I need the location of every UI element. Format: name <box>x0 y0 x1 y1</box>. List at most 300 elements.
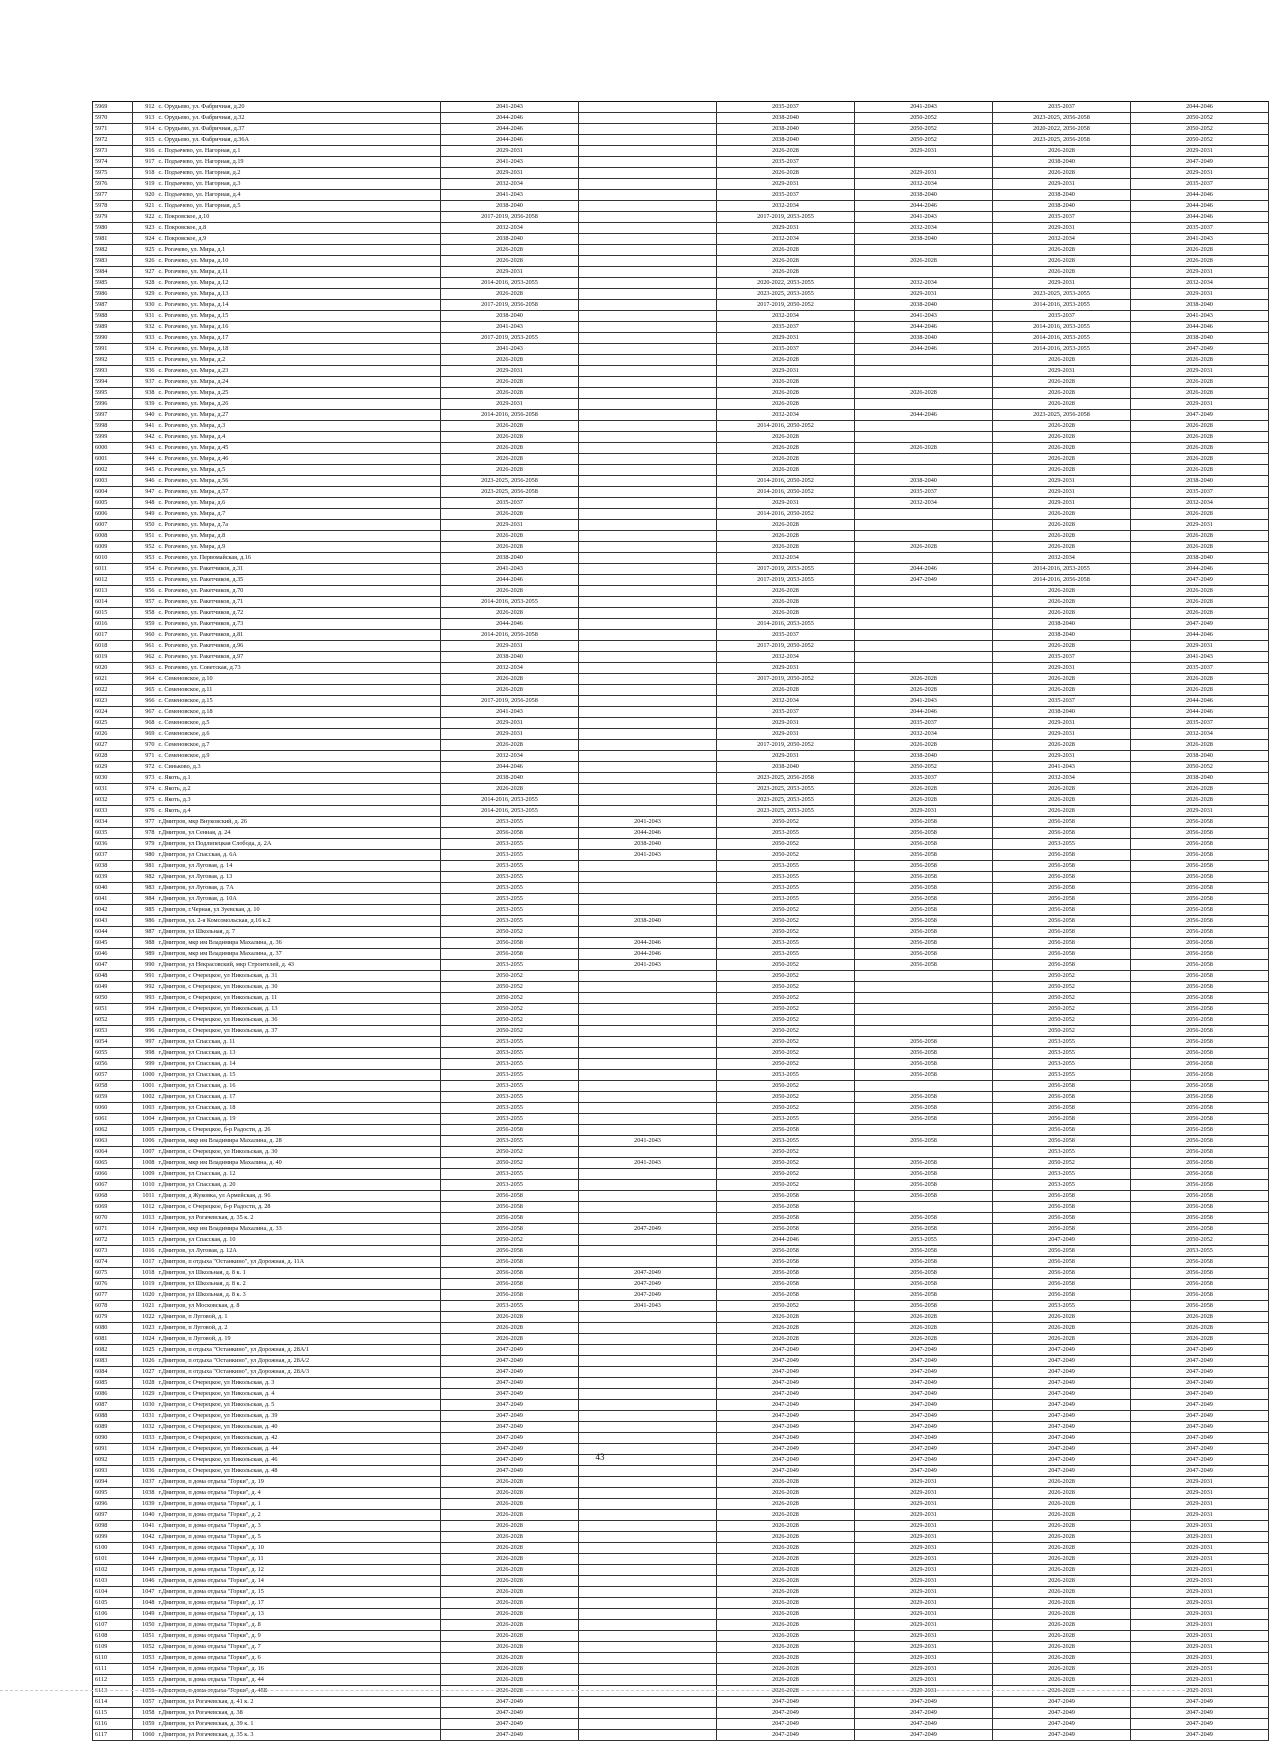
row-id-cell: 6065 <box>93 1158 133 1169</box>
address-cell: г.Дмитров, п дома отдыха "Горки", д. 16 <box>157 1664 441 1675</box>
period-cell-2 <box>579 608 717 619</box>
period-cell-4: 2026-2028 <box>855 443 993 454</box>
period-cell-2 <box>579 366 717 377</box>
table-row <box>93 773 1269 784</box>
period-cell-5: 2056-2058 <box>993 828 1131 839</box>
period-cell-1: 2017-2019, 2056-2058 <box>441 300 579 311</box>
period-cell-5: 2026-2028 <box>993 1488 1131 1499</box>
row-id-cell: 6027 <box>93 740 133 751</box>
period-cell-5: 2026-2028 <box>993 542 1131 553</box>
period-cell-6: 2047-2049 <box>1131 344 1269 355</box>
period-cell-4 <box>855 641 993 652</box>
row-id-cell: 6058 <box>93 1081 133 1092</box>
period-cell-6: 2029-2031 <box>1131 1554 1269 1565</box>
period-cell-5: 2029-2031 <box>993 751 1131 762</box>
period-cell-3: 2026-2028 <box>717 454 855 465</box>
period-cell-6: 2026-2028 <box>1131 740 1269 751</box>
period-cell-2 <box>579 289 717 300</box>
period-cell-6: 2056-2058 <box>1131 817 1269 828</box>
period-cell-1: 2026-2028 <box>441 1477 579 1488</box>
period-cell-6: 2029-2031 <box>1131 1543 1269 1554</box>
address-cell: с. Семеновское, д.7 <box>157 740 441 751</box>
period-cell-2 <box>579 1389 717 1400</box>
row-id-cell: 6024 <box>93 707 133 718</box>
period-cell-2 <box>579 773 717 784</box>
table-row <box>93 399 1269 410</box>
period-cell-4: 2056-2058 <box>855 1136 993 1147</box>
period-cell-6: 2056-2058 <box>1131 1015 1269 1026</box>
period-cell-2 <box>579 1356 717 1367</box>
period-cell-4 <box>855 509 993 520</box>
period-cell-1: 2053-2055 <box>441 1081 579 1092</box>
period-cell-4: 2029-2031 <box>855 1576 993 1587</box>
row-number-cell: 1012 <box>133 1202 157 1213</box>
period-cell-6: 2026-2028 <box>1131 1323 1269 1334</box>
period-cell-2 <box>579 718 717 729</box>
address-cell: с. Рогачево, ул. Ракетчиков, д.96 <box>157 641 441 652</box>
period-cell-2 <box>579 531 717 542</box>
address-cell: г.Дмитров, мкр им Владимира Махалина, д. 40 <box>157 1158 441 1169</box>
row-number-cell: 1004 <box>133 1114 157 1125</box>
address-cell: г.Дмитров, ул Спасская, д. 19 <box>157 1114 441 1125</box>
period-cell-3: 2023-2025, 2053-2055 <box>717 289 855 300</box>
period-cell-4: 2056-2058 <box>855 850 993 861</box>
row-id-cell: 6082 <box>93 1345 133 1356</box>
table-row <box>93 531 1269 542</box>
row-number-cell: 1000 <box>133 1070 157 1081</box>
period-cell-5: 2053-2055 <box>993 1301 1131 1312</box>
row-number-cell: 990 <box>133 960 157 971</box>
row-id-cell: 6052 <box>93 1015 133 1026</box>
period-cell-3: 2026-2028 <box>717 1598 855 1609</box>
period-cell-3: 2050-2052 <box>717 1081 855 1092</box>
period-cell-3: 2056-2058 <box>717 1213 855 1224</box>
row-number-cell: 1025 <box>133 1345 157 1356</box>
row-number-cell: 1030 <box>133 1400 157 1411</box>
period-cell-6: 2029-2031 <box>1131 1653 1269 1664</box>
period-cell-5: 2056-2058 <box>993 894 1131 905</box>
period-cell-3: 2050-2052 <box>717 1180 855 1191</box>
address-cell: с. Рогачево, ул. Первомайская, д.16 <box>157 553 441 564</box>
row-id-cell: 6068 <box>93 1191 133 1202</box>
row-id-cell: 6106 <box>93 1609 133 1620</box>
period-cell-5: 2014-2016, 2053-2055 <box>993 322 1131 333</box>
table-row <box>93 168 1269 179</box>
period-cell-3: 2029-2031 <box>717 366 855 377</box>
period-cell-3: 2026-2028 <box>717 1323 855 1334</box>
period-cell-1: 2053-2055 <box>441 1059 579 1070</box>
table-row <box>93 1411 1269 1422</box>
period-cell-4: 2056-2058 <box>855 1070 993 1081</box>
row-id-cell: 6030 <box>93 773 133 784</box>
row-id-cell: 6078 <box>93 1301 133 1312</box>
table-row <box>93 278 1269 289</box>
row-id-cell: 6042 <box>93 905 133 916</box>
address-cell: г.Дмитров, ул Спасская, д. 10 <box>157 1235 441 1246</box>
period-cell-6: 2056-2058 <box>1131 1290 1269 1301</box>
row-id-cell: 6097 <box>93 1510 133 1521</box>
table-row <box>93 1499 1269 1510</box>
period-cell-6: 2056-2058 <box>1131 894 1269 905</box>
period-cell-6: 2026-2028 <box>1131 597 1269 608</box>
period-cell-4 <box>855 520 993 531</box>
period-cell-5: 2026-2028 <box>993 1543 1131 1554</box>
period-cell-5: 2056-2058 <box>993 883 1131 894</box>
address-cell: г.Дмитров, ул Спасская, д. 13 <box>157 1048 441 1059</box>
period-cell-4: 2047-2049 <box>855 1422 993 1433</box>
row-number-cell: 964 <box>133 674 157 685</box>
row-number-cell: 951 <box>133 531 157 542</box>
row-id-cell: 5975 <box>93 168 133 179</box>
address-cell: г.Дмитров, ул Подлипецкая Слобода, д. 2А <box>157 839 441 850</box>
table-row <box>93 366 1269 377</box>
period-cell-4 <box>855 267 993 278</box>
row-id-cell: 6008 <box>93 531 133 542</box>
table-row <box>93 685 1269 696</box>
period-cell-3: 2014-2016, 2050-2052 <box>717 476 855 487</box>
row-id-cell: 6053 <box>93 1026 133 1037</box>
table-row <box>93 212 1269 223</box>
period-cell-1: 2032-2034 <box>441 663 579 674</box>
row-id-cell: 6114 <box>93 1697 133 1708</box>
period-cell-4: 2029-2031 <box>855 168 993 179</box>
period-cell-6: 2029-2031 <box>1131 146 1269 157</box>
period-cell-6: 2029-2031 <box>1131 267 1269 278</box>
period-cell-2 <box>579 1378 717 1389</box>
period-cell-1: 2026-2028 <box>441 586 579 597</box>
period-cell-3: 2047-2049 <box>717 1389 855 1400</box>
row-id-cell: 6100 <box>93 1543 133 1554</box>
period-cell-6: 2035-2037 <box>1131 663 1269 674</box>
row-id-cell: 6011 <box>93 564 133 575</box>
period-cell-3: 2038-2040 <box>717 135 855 146</box>
period-cell-5: 2056-2058 <box>993 1092 1131 1103</box>
period-cell-4: 2041-2043 <box>855 311 993 322</box>
period-cell-5: 2026-2028 <box>993 1323 1131 1334</box>
table-row <box>93 1477 1269 1488</box>
period-cell-6: 2056-2058 <box>1131 1136 1269 1147</box>
period-cell-2 <box>579 1191 717 1202</box>
period-cell-5: 2023-2025, 2056-2058 <box>993 410 1131 421</box>
period-cell-2: 2041-2043 <box>579 1158 717 1169</box>
row-id-cell: 6105 <box>93 1598 133 1609</box>
period-cell-5: 2035-2037 <box>993 696 1131 707</box>
row-id-cell: 6010 <box>93 553 133 564</box>
period-cell-6: 2047-2049 <box>1131 575 1269 586</box>
address-cell: г.Дмитров, п дома отдыха "Горки", д. 7 <box>157 1642 441 1653</box>
period-cell-3: 2020-2022, 2053-2055 <box>717 278 855 289</box>
period-cell-5: 2053-2055 <box>993 1147 1131 1158</box>
period-cell-5: 2026-2028 <box>993 674 1131 685</box>
table-row <box>93 1488 1269 1499</box>
period-cell-5: 2050-2052 <box>993 971 1131 982</box>
period-cell-6: 2056-2058 <box>1131 883 1269 894</box>
period-cell-6: 2044-2046 <box>1131 564 1269 575</box>
address-cell: г.Дмитров, ул Школьная, д. 8 к. 2 <box>157 1279 441 1290</box>
period-cell-2 <box>579 432 717 443</box>
period-cell-5: 2014-2016, 2053-2055 <box>993 564 1131 575</box>
row-number-cell: 1043 <box>133 1543 157 1554</box>
address-cell: г.Дмитров, ул Спасская, д. 11 <box>157 1037 441 1048</box>
address-cell: г.Дмитров, ул Школьная, д. 7 <box>157 927 441 938</box>
period-cell-2 <box>579 1675 717 1686</box>
row-number-cell: 1028 <box>133 1378 157 1389</box>
period-cell-5: 2026-2028 <box>993 1477 1131 1488</box>
period-cell-5: 2026-2028 <box>993 1499 1131 1510</box>
period-cell-4: 2026-2028 <box>855 542 993 553</box>
address-cell: с. Рогачево, ул. Мира, д.9 <box>157 542 441 553</box>
period-cell-1: 2023-2025, 2056-2058 <box>441 476 579 487</box>
row-number-cell: 999 <box>133 1059 157 1070</box>
period-cell-1: 2047-2049 <box>441 1389 579 1400</box>
period-cell-6: 2038-2040 <box>1131 333 1269 344</box>
period-cell-4: 2047-2049 <box>855 1697 993 1708</box>
address-cell: с. Рогачево, ул. Мира, д.1 <box>157 245 441 256</box>
address-cell: с. Орудьево, ул. Фабричная, д.36А <box>157 135 441 146</box>
period-cell-3: 2050-2052 <box>717 1026 855 1037</box>
address-cell: г.Дмитров, д Жуковка, ул Армейская, д. 96 <box>157 1191 441 1202</box>
table-row <box>93 388 1269 399</box>
address-cell: г.Дмитров, мкр им Владимира Махалина, д. 28 <box>157 1136 441 1147</box>
period-cell-5: 2026-2028 <box>993 1686 1131 1697</box>
period-cell-4 <box>855 993 993 1004</box>
row-number-cell: 968 <box>133 718 157 729</box>
row-id-cell: 5980 <box>93 223 133 234</box>
row-id-cell: 6041 <box>93 894 133 905</box>
period-cell-1: 2035-2037 <box>441 498 579 509</box>
address-cell: г.Дмитров, п дома отдыха "Горки", д. 17 <box>157 1598 441 1609</box>
row-id-cell: 5996 <box>93 399 133 410</box>
period-cell-2 <box>579 333 717 344</box>
period-cell-4: 2029-2031 <box>855 146 993 157</box>
period-cell-4: 2056-2058 <box>855 905 993 916</box>
row-number-cell: 974 <box>133 784 157 795</box>
period-cell-5: 2026-2028 <box>993 1312 1131 1323</box>
period-cell-4: 2029-2031 <box>855 1510 993 1521</box>
row-number-cell: 1046 <box>133 1576 157 1587</box>
table-row <box>93 1719 1269 1730</box>
period-cell-4: 2044-2046 <box>855 201 993 212</box>
period-cell-2 <box>579 1235 717 1246</box>
period-cell-2 <box>579 1466 717 1477</box>
period-cell-1: 2026-2028 <box>441 608 579 619</box>
period-cell-3: 2047-2049 <box>717 1433 855 1444</box>
row-number-cell: 1006 <box>133 1136 157 1147</box>
address-cell: с. Покровское, д.10 <box>157 212 441 223</box>
period-cell-6: 2026-2028 <box>1131 421 1269 432</box>
period-cell-2 <box>579 1642 717 1653</box>
row-number-cell: 947 <box>133 487 157 498</box>
period-cell-4: 2047-2049 <box>855 1378 993 1389</box>
period-cell-2 <box>579 245 717 256</box>
period-cell-4: 2050-2052 <box>855 135 993 146</box>
row-number-cell: 924 <box>133 234 157 245</box>
period-cell-1: 2047-2049 <box>441 1356 579 1367</box>
period-cell-1: 2053-2055 <box>441 905 579 916</box>
row-number-cell: 916 <box>133 146 157 157</box>
row-id-cell: 5977 <box>93 190 133 201</box>
period-cell-6: 2038-2040 <box>1131 751 1269 762</box>
row-id-cell: 6034 <box>93 817 133 828</box>
period-cell-6: 2029-2031 <box>1131 1477 1269 1488</box>
address-cell: г.Дмитров, п дома отдыха "Горки", д. 5 <box>157 1532 441 1543</box>
row-id-cell: 6073 <box>93 1246 133 1257</box>
period-cell-2: 2047-2049 <box>579 1268 717 1279</box>
address-cell: с. Рогачево, ул. Мира, д.17 <box>157 333 441 344</box>
period-cell-5: 2026-2028 <box>993 597 1131 608</box>
period-cell-3: 2053-2055 <box>717 1136 855 1147</box>
period-cell-3: 2014-2016, 2050-2052 <box>717 487 855 498</box>
period-cell-2 <box>579 1609 717 1620</box>
table-row <box>93 1565 1269 1576</box>
row-id-cell: 6003 <box>93 476 133 487</box>
row-number-cell: 992 <box>133 982 157 993</box>
address-cell: г.Дмитров, с Очерецкое, б-р Радости, д. 26 <box>157 1125 441 1136</box>
period-cell-6: 2029-2031 <box>1131 1598 1269 1609</box>
row-number-cell: 1051 <box>133 1631 157 1642</box>
table-row <box>93 113 1269 124</box>
table-row <box>93 223 1269 234</box>
address-cell: с. Рогачево, ул. Мира, д.46 <box>157 454 441 465</box>
row-number-cell: 967 <box>133 707 157 718</box>
period-cell-3: 2026-2028 <box>717 1565 855 1576</box>
period-cell-6: 2032-2034 <box>1131 498 1269 509</box>
period-cell-4 <box>855 652 993 663</box>
period-cell-1: 2026-2028 <box>441 1576 579 1587</box>
row-id-cell: 5994 <box>93 377 133 388</box>
row-number-cell: 957 <box>133 597 157 608</box>
address-cell: г.Дмитров, с Очерецкое, ул Никольская, д. 3 <box>157 1378 441 1389</box>
period-cell-2: 2041-2043 <box>579 1301 717 1312</box>
period-cell-3: 2047-2049 <box>717 1400 855 1411</box>
row-id-cell: 6046 <box>93 949 133 960</box>
row-id-cell: 6043 <box>93 916 133 927</box>
period-cell-6: 2038-2040 <box>1131 773 1269 784</box>
row-number-cell: 950 <box>133 520 157 531</box>
period-cell-1: 2017-2019, 2053-2055 <box>441 333 579 344</box>
row-id-cell: 6116 <box>93 1719 133 1730</box>
period-cell-5: 2014-2016, 2053-2055 <box>993 344 1131 355</box>
period-cell-4: 2056-2058 <box>855 883 993 894</box>
row-number-cell: 1013 <box>133 1213 157 1224</box>
row-number-cell: 1033 <box>133 1433 157 1444</box>
table-row <box>93 696 1269 707</box>
row-number-cell: 1003 <box>133 1103 157 1114</box>
table-row <box>93 377 1269 388</box>
period-cell-6: 2047-2049 <box>1131 1378 1269 1389</box>
period-cell-1: 2041-2043 <box>441 102 579 113</box>
address-cell: г.Дмитров, п Луговой, д. 2 <box>157 1323 441 1334</box>
period-cell-2 <box>579 707 717 718</box>
period-cell-3: 2026-2028 <box>717 1477 855 1488</box>
table-row <box>93 1708 1269 1719</box>
table-row <box>93 234 1269 245</box>
table-row <box>93 652 1269 663</box>
row-id-cell: 6098 <box>93 1521 133 1532</box>
period-cell-4: 2056-2058 <box>855 1037 993 1048</box>
period-cell-5: 2038-2040 <box>993 707 1131 718</box>
table-row <box>93 729 1269 740</box>
row-number-cell: 915 <box>133 135 157 146</box>
address-cell: г.Дмитров, п отдыха "Останкино", ул Дорожная, д. 28А/2 <box>157 1356 441 1367</box>
address-cell: с. Орудьево, ул. Фабричная, д.37 <box>157 124 441 135</box>
address-cell: г.Дмитров, ул Луговая, д. 14 <box>157 861 441 872</box>
period-cell-1: 2056-2058 <box>441 1257 579 1268</box>
period-cell-4: 2056-2058 <box>855 1279 993 1290</box>
period-cell-4: 2044-2046 <box>855 564 993 575</box>
period-cell-3: 2050-2052 <box>717 971 855 982</box>
period-cell-5: 2053-2055 <box>993 839 1131 850</box>
row-id-cell: 6002 <box>93 465 133 476</box>
period-cell-5: 2032-2034 <box>993 553 1131 564</box>
period-cell-2 <box>579 498 717 509</box>
row-number-cell: 919 <box>133 179 157 190</box>
row-number-cell: 1027 <box>133 1367 157 1378</box>
row-number-cell: 1047 <box>133 1587 157 1598</box>
table-row <box>93 718 1269 729</box>
row-id-cell: 6087 <box>93 1400 133 1411</box>
period-cell-3: 2026-2028 <box>717 256 855 267</box>
row-number-cell: 980 <box>133 850 157 861</box>
table-row <box>93 751 1269 762</box>
period-cell-1: 2047-2049 <box>441 1345 579 1356</box>
row-id-cell: 6066 <box>93 1169 133 1180</box>
period-cell-3: 2026-2028 <box>717 520 855 531</box>
period-cell-1: 2026-2028 <box>441 454 579 465</box>
row-number-cell: 954 <box>133 564 157 575</box>
table-row <box>93 740 1269 751</box>
period-cell-3: 2032-2034 <box>717 696 855 707</box>
period-cell-2: 2047-2049 <box>579 1290 717 1301</box>
period-cell-3: 2023-2025, 2053-2055 <box>717 806 855 817</box>
period-cell-5: 2026-2028 <box>993 509 1131 520</box>
period-cell-5: 2026-2028 <box>993 1598 1131 1609</box>
row-number-cell: 1018 <box>133 1268 157 1279</box>
period-cell-4: 2026-2028 <box>855 256 993 267</box>
period-cell-3: 2026-2028 <box>717 1510 855 1521</box>
period-cell-2 <box>579 982 717 993</box>
period-cell-6: 2044-2046 <box>1131 707 1269 718</box>
table-row <box>93 190 1269 201</box>
address-cell: с. Рогачево, ул. Мира, д.11 <box>157 267 441 278</box>
period-cell-3: 2056-2058 <box>717 1290 855 1301</box>
period-cell-1: 2026-2028 <box>441 1664 579 1675</box>
period-cell-1: 2026-2028 <box>441 1334 579 1345</box>
table-row <box>93 949 1269 960</box>
row-id-cell: 6063 <box>93 1136 133 1147</box>
period-cell-1: 2047-2049 <box>441 1730 579 1741</box>
period-cell-2 <box>579 993 717 1004</box>
row-number-cell: 956 <box>133 586 157 597</box>
address-cell: г.Дмитров, п дома отдыха "Горки", д. 9 <box>157 1631 441 1642</box>
table-row <box>93 1466 1269 1477</box>
period-cell-6: 2047-2049 <box>1131 1455 1269 1466</box>
period-cell-3: 2053-2055 <box>717 949 855 960</box>
address-cell: г.Дмитров, ул Некрасовский, мкр Строителей, д. 43 <box>157 960 441 971</box>
period-cell-5: 2056-2058 <box>993 861 1131 872</box>
address-cell: г.Дмитров, п дома отдыха "Горки", д. 11 <box>157 1554 441 1565</box>
table-row <box>93 1378 1269 1389</box>
period-cell-1: 2029-2031 <box>441 146 579 157</box>
period-cell-5: 2047-2049 <box>993 1719 1131 1730</box>
period-cell-2 <box>579 564 717 575</box>
period-cell-4 <box>855 586 993 597</box>
period-cell-3: 2035-2037 <box>717 322 855 333</box>
period-cell-6: 2056-2058 <box>1131 1092 1269 1103</box>
period-cell-2 <box>579 1257 717 1268</box>
period-cell-4: 2056-2058 <box>855 1290 993 1301</box>
period-cell-3: 2050-2052 <box>717 1048 855 1059</box>
